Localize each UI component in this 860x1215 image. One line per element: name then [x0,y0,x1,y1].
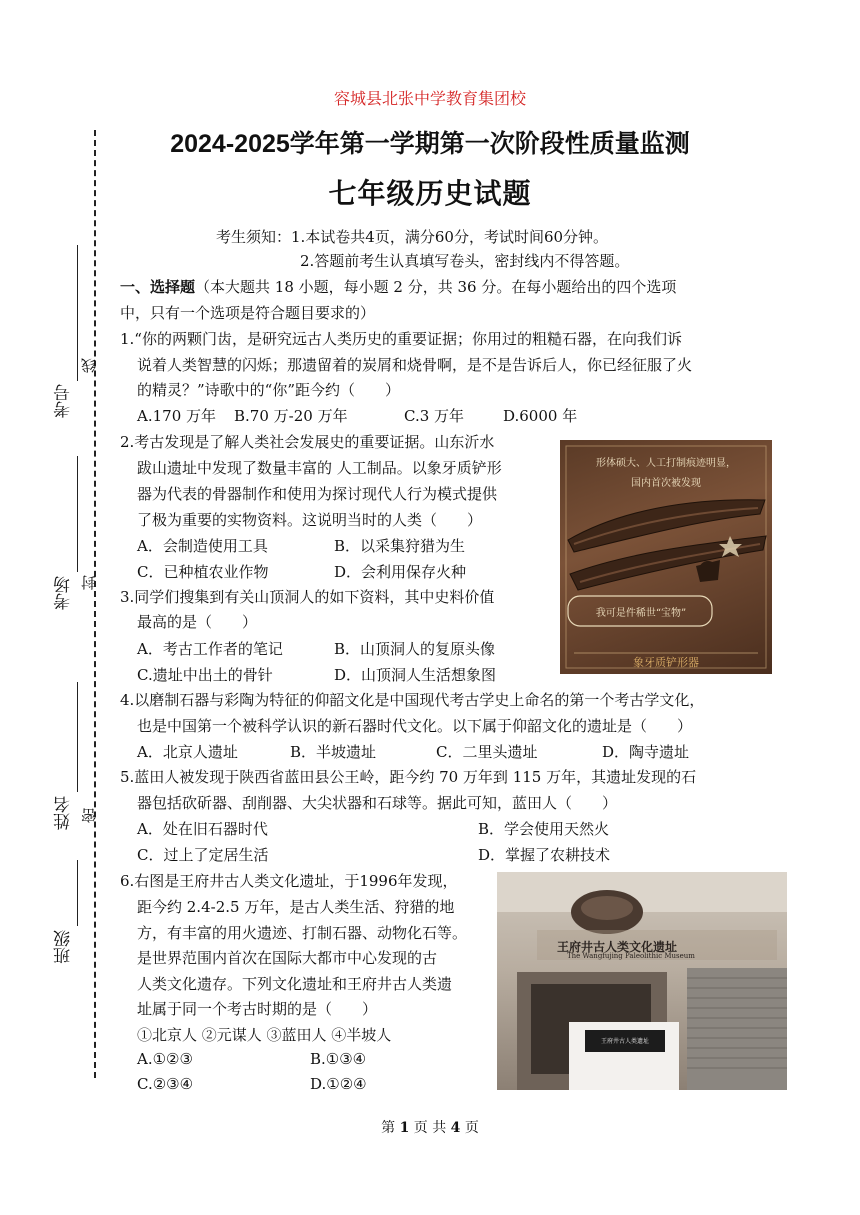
section-heading-line [120,276,676,297]
exam-subtitle: 七年级历史试题 [328,177,532,210]
image1-bottom-label: 象牙质铲形器 [633,656,699,669]
footer-total-pages: 4 [450,1120,461,1136]
footer-suffix: 页 [464,1120,479,1136]
museum-screen-text: 王府井古人类遗址 [600,1038,649,1045]
q5-stem-line-2: 器包括砍斫器、刮削器、大尖状器和石球等。据此可知，蓝田人（ ） [137,794,618,812]
page-footer [0,1117,860,1137]
q4-option-d: D．陶寺遗址 [602,743,690,761]
q1-stem-line-1: 1.“你的两颗门齿，是研究远古人类历史的重要证据；你用过的粗糙石器，在向我们诉 [120,330,682,348]
q6-stem-line-2: 距今约 2.4-2.5 万年，是古人类生活、狩猎的地 [137,898,455,916]
exam-title: 2024-2025学年第一学期第一次阶段性质量监测 [170,130,690,158]
q2-option-c: C．已种植农业作物 [137,563,269,581]
museum-sign-cn: 王府井古人类文化遗址 [557,940,678,954]
q2-option-d: D．会利用保存火种 [334,563,467,581]
q1-option-b: B.70 万-20 万年 [234,407,348,425]
q2-stem-line-3: 器为代表的骨器制作和使用为探讨现代人行为模式提供 [137,485,498,503]
q4-option-a: A．北京人遗址 [137,743,238,761]
q5-stem-line-1: 5.蓝田人被发现于陕西省蓝田县公王岭，距今约 70 万年到 115 万年，其遗址发现的石 [120,768,697,786]
q1-option-d: D.6000 年 [503,407,578,425]
label-name: 姓名 [54,796,74,830]
image1-caption-top-2: 国内首次被发现 [631,478,701,489]
seal-dashed-line [94,130,96,1078]
image1-bubble-text: 我可是件稀世“宝物” [595,608,687,619]
q6-stem-line-5: 人类文化遗存。下列文化遗址和王府井古人类遗 [137,975,453,993]
museum-sign-en: The Wangfujing Paleolithic Museum [567,952,695,960]
q3-option-b: B．山顶洞人的复原头像 [334,640,496,658]
q2-stem-line-2: 跋山遗址中发现了数量丰富的 人工制品。以象牙质铲形 [137,459,502,477]
label-class: 班级 [54,930,74,964]
q6-stem-line-3: 方，有丰富的用火遗迹、打制石器、动物化石等。 [137,924,468,942]
q4-stem-line-1: 4.以磨制石器与彩陶为特征的仰韶文化是中国现代考古学史上命名的第一个考古学文化， [120,691,705,709]
seal-char-seal: 封 [80,575,98,590]
footer-prefix: 第 [381,1120,396,1136]
section-heading: 一、选择题 [120,278,196,296]
q4-stem-line-2: 也是中国第一个被科学认识的新石器时代文化。以下属于仰韶文化的遗址是（ ） [137,717,693,735]
school-name: 容城县北张中学教育集团校 [333,89,526,108]
q6-stem-line-6: 址属于同一个考古时期的是（ ） [137,1000,378,1018]
section-desc-2: 中，只有一个选项是符合题目要求的） [120,304,376,322]
name-blank [77,682,78,792]
footer-page-number: 1 [399,1120,410,1136]
q5-option-b: B．学会使用天然火 [478,820,610,838]
q2-option-a: A．会制造使用工具 [137,537,268,555]
q5-option-a: A．处在旧石器时代 [137,820,268,838]
image1-caption-top-1: 形体硕大、人工打制痕迹明显， [596,458,736,469]
q2-option-b: B．以采集狩猎为生 [334,537,466,555]
q6-option-c: C.②③④ [137,1075,194,1093]
q1-option-c: C.3 万年 [404,407,465,425]
q4-option-b: B．半坡遗址 [290,743,377,761]
q1-option-a: A.170 万年 [137,407,216,425]
notice-line-2: 2.答题前考生认真填写卷头，密封线内不得答题。 [300,252,630,270]
label-exam-number: 考号 [54,384,74,418]
q1-stem-line-3: 的精灵？”诗歌中的“你”距今约（ ） [137,381,401,399]
section-desc-1: （本大题共 18 小题，每小题 2 分，共 36 分。在每小题给出的四个选项 [195,278,677,296]
exam-room-blank [77,456,78,572]
q6-stem-line-4: 是世界范围内首次在国际大都市中心发现的古 [137,949,438,967]
q5-option-d: D．掌握了农耕技术 [478,846,611,864]
q1-stem-line-2: 说着人类智慧的闪烁；那遗留着的炭屑和烧骨啊，是不是告诉后人，你已经征服了火 [137,356,693,374]
q5-option-c: C．过上了定居生活 [137,846,269,864]
q3-option-c: C.遗址中出土的骨针 [137,666,273,684]
label-exam-room: 考场 [54,576,74,610]
q2-stem-line-1: 2.考古发现是了解人类社会发展史的重要证据。山东沂水 [120,433,495,451]
wangfujing-museum-photo [497,872,787,1090]
q6-option-b: B.①③④ [310,1050,367,1068]
q6-stem-line-7: ①北京人 ②元谋人 ③蓝田人 ④半坡人 [137,1026,392,1044]
q4-option-c: C．二里头遗址 [436,743,538,761]
ivory-shovel-artifact-image [560,440,772,674]
footer-middle: 页 共 [413,1120,447,1136]
q3-stem-line-2: 最高的是（ ） [137,613,258,631]
exam-number-blank [77,245,78,381]
q6-option-d: D.①②④ [310,1075,367,1093]
seal-char-line: 线 [80,358,98,373]
notice-line-1: 考生须知：1.本试卷共4页，满分60分，考试时间60分钟。 [216,228,609,246]
q6-option-a: A.①②③ [137,1050,193,1068]
q3-option-d: D．山顶洞人生活想象图 [334,666,497,684]
q2-stem-line-4: 了极为重要的实物资料。这说明当时的人类（ ） [137,511,483,529]
q3-stem-line-1: 3.同学们搜集到有关山顶洞人的如下资料，其中史料价值 [120,588,495,606]
class-blank [77,860,78,926]
seal-char-secret: 密 [80,808,98,823]
q6-stem-line-1: 6.右图是王府井古人类文化遗址，于1996年发现， [120,872,458,890]
q3-option-a: A．考古工作者的笔记 [137,640,283,658]
